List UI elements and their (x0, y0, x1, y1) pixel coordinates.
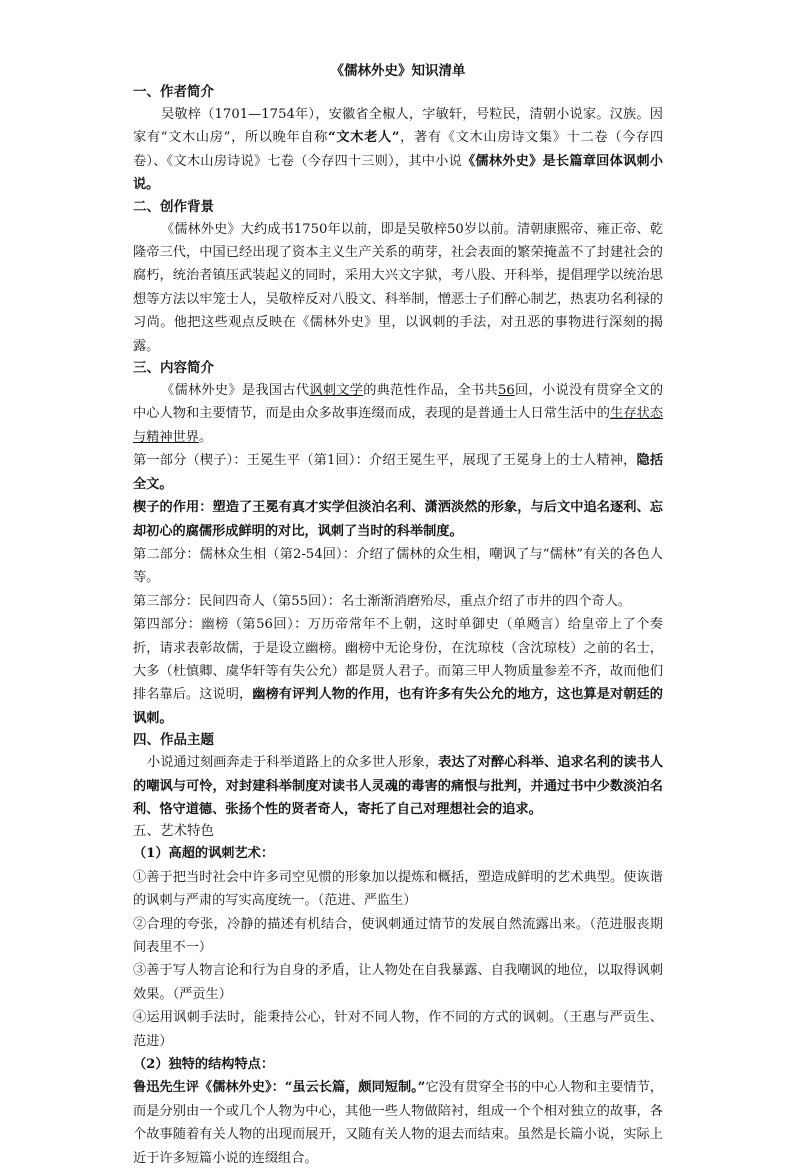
subheading-satire: （1）高超的讽刺艺术： (133, 846, 275, 862)
luxun-explanation: 它没有贯穿全书的中心人物和主要情节，而是分别由一个或几个人物为中心，其他一些人物做陪衬，组成一个个相对独立的故事，各个故事随着有关人物的出现而展开，又随有关人物的退去而结束。虽然是长篇小说，实际上近于许多短篇小说的连缀组合。 (133, 1080, 664, 1166)
intro-underline-1: 讽刺文学 (309, 383, 364, 399)
author-text-a: 吴敬梓（1701—1754年），安徽省全椒人，字敏轩，号粒民，清朝小说家。汉族。因家有“文木山房”，所以晚年自称 (133, 107, 663, 146)
art-item-2: ②合理的夸张，冷静的描述有机结合，使讽刺通过情节的发展自然流露出来。（范进服丧期间表里不一） (133, 916, 663, 955)
intro-c: 回，小说没有贯穿全文的中心人物和主要情节，而是由众多故事连缀而成，表现的是普通士人日常生活中的 (133, 383, 664, 422)
part-four-paragraph (133, 613, 663, 730)
part-one-bold: 隐括全文。 (133, 453, 664, 492)
intro-d: 。 (198, 429, 213, 445)
art-item-1: ①善于把当时社会中许多司空见惯的形象加以提炼和概括，塑造成鲜明的艺术典型。使诙谐的讽刺与严肃的写实高度统一。（范进、严监生） (133, 869, 663, 909)
author-paragraph (133, 103, 663, 197)
art-item-4: ④运用讽刺手法时，能秉持公心，针对不同人物，作不同的方式的讽刺。（王惠与严贡生、范进） (133, 1010, 663, 1049)
part-one-text: 第一部分（楔子）：王冕生平（第1回）：介绍王冕生平，展现了王冕身上的士人精神， (133, 453, 637, 469)
luxun-quote: 鲁迅先生评《儒林外史》：“虽云长篇，颇同短制。” (133, 1080, 426, 1096)
intro-a: 《儒林外史》是我国古代 (161, 383, 310, 399)
author-text-d: 《儒林外史》是长篇章回体讽刺小说。 (133, 153, 663, 193)
theme-paragraph (133, 751, 663, 821)
part-one-paragraph (133, 449, 663, 496)
art-item-3: ③善于写人物言论和行为自身的矛盾，让人物处在自我暴露、自我嘲讽的地位，以取得讽刺效果。（严贡生） (133, 963, 663, 1002)
author-text-b: “文木老人” (328, 130, 400, 146)
theme-text-c: 寄托了自己对理想社会的追求。 (357, 801, 542, 817)
subheading-structure: （2）独特的结构特点： (133, 1057, 275, 1073)
wedge-function-paragraph: 楔子的作用：塑造了王冕有真才实学但淡泊名利、潇洒淡然的形象，与后文中追名逐利、忘却初心的腐儒形成鲜明的对比，讽刺了当时的科举制度。 (133, 500, 663, 539)
section-heading-content: 三、内容简介 (133, 360, 214, 377)
section-heading-art: 五、艺术特色 (133, 823, 214, 840)
luxun-comment-paragraph (133, 1076, 663, 1170)
intro-underline-3: 生存状态与精神世界 (133, 406, 664, 445)
author-text-c: ，著有《文木山房诗文集》十二卷（今存四卷）、《文木山房诗说》七卷（今存四十三则），其中小说 (133, 130, 664, 169)
part-two-paragraph: 第二部分：儒林众生相（第2-54回）：介绍了儒林的众生相，嘲讽了与“儒林”有关的各色人等。 (133, 546, 663, 586)
theme-text-b: 表达了对醉心科举、追求名利的读书人的嘲讽与可怜，对封建科举制度对读书人灵魂的毒害的痛恨与批判，并通过书中少数淡泊名利、恪守道德、张扬个性的贤者奇人， (133, 755, 664, 817)
theme-text-a: 小说通过刻画奔走于科举道路上的众多世人形象， (147, 755, 439, 771)
intro-b: 的典范性作品，全书共 (363, 383, 498, 399)
background-paragraph: 《儒林外史》大约成书1750年以前，即是吴敬梓50岁以前。清朝康熙帝、雍正帝、乾隆帝三代，中国已经出现了资本主义生产关系的萌芽，社会表面的繁荣掩盖不了封建社会的腐朽，统治者镇压武装起义的同时，采用大兴文字狱，考八股、开科举，提倡理学以统治思想等方法以牢笼士人，吴敬梓反对八股文、科举制，憎恶士子们醉心制艺，热衷功名利禄的习尚。他把这些观点反映在《儒林外史》里，以讽刺的手法，对丑恶的事物进行深刻的揭露。 (133, 221, 663, 354)
section-heading-background: 二、创作背景 (133, 198, 214, 215)
part-four-bold: 幽榜有评判人物的作用，也有许多有失公允的地方，这也算是对朝廷的讽刺。 (133, 687, 663, 726)
content-intro-paragraph (133, 379, 663, 449)
document-title: 《儒林外史》知识清单 (330, 63, 466, 79)
document-page (133, 60, 663, 1170)
section-heading-author: 一、作者简介 (133, 84, 214, 100)
section-heading-theme: 四、作品主题 (133, 732, 214, 749)
part-three-paragraph: 第三部分：民间四奇人（第55回）：名士渐渐消磨殆尽，重点介绍了市井的四个奇人。 (133, 593, 632, 609)
part-four-text: 第四部分：幽榜（第56回）：万历帝常年不上朝，这时单御史（单飏言）给皇帝上了个奏折，请求表彰故儒，于是设立幽榜。幽榜中无论身份，在沈琼枝（含沈琼枝）之前的名士，大多（杜慎卿、虞华轩等有失公允）都是贤人君子。而第三甲人物质量参差不齐，故而他们排名靠后。这说明， (133, 617, 663, 703)
intro-underline-2: 56 (497, 383, 515, 399)
